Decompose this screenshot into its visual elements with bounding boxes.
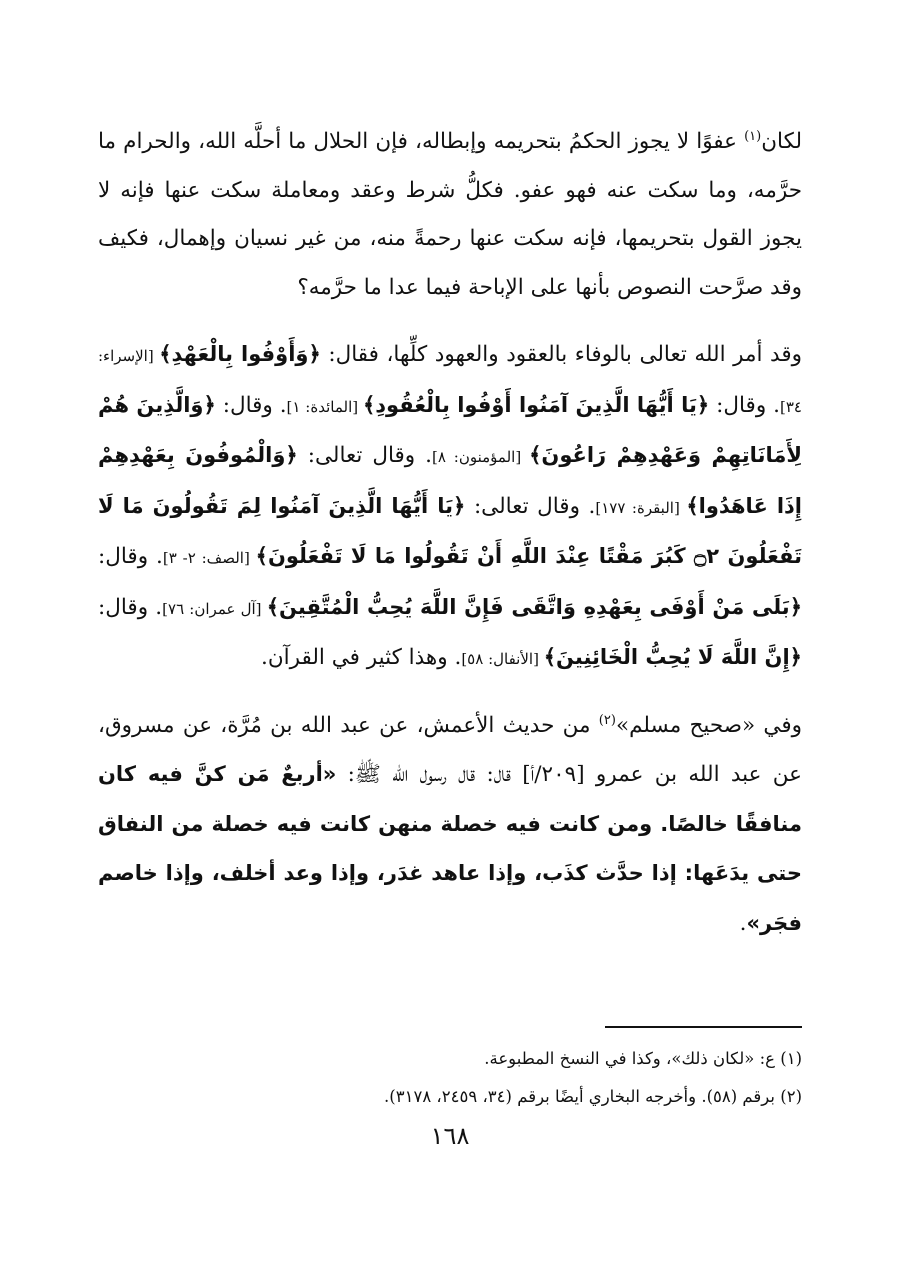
footnote-text: برقم (٥٨). وأخرجه البخاري أيضًا برقم (٣٤، ٢٤٥٩، ٣١٧٨).	[384, 1087, 781, 1106]
footnote-ref-1[interactable]: (١)	[744, 128, 762, 144]
text-segment: . وقال تعالى:	[465, 493, 596, 519]
verse-reference: [آل عمران: ٧٦]	[162, 599, 267, 618]
verse-reference: [المؤمنون: ٨]	[431, 448, 530, 466]
text-segment: وقد أمر الله تعالى بالوفاء بالعقود والعهود كلِّها، فقال:	[320, 342, 802, 367]
paragraph-3-end: .	[739, 910, 747, 936]
footnote-number: (١)	[780, 1049, 802, 1068]
quran-verse: ﴿إِنَّ اللَّهَ لَا يُحِبُّ الْخَائِنِينَ﴾	[543, 645, 802, 669]
text-segment: . وقال تعالى:	[297, 443, 432, 468]
text-segment: . وقال:	[98, 594, 163, 620]
text-segment: . وقال:	[709, 392, 780, 418]
footnote-ref-2[interactable]: (٢)	[598, 712, 616, 728]
footnote-1	[98, 1040, 802, 1078]
verse-reference: [الأنفال: ٥٨]	[461, 650, 544, 668]
quran-verse: ﴿بَلَى مَنْ أَوْفَى بِعَهْدِهِ وَاتَّقَى فَإِنَّ اللَّهَ يُحِبُّ الْمُتَّقِينَ﴾	[266, 594, 802, 619]
footnote-separator	[605, 1026, 802, 1028]
text-segment: . وهذا كثير في القرآن.	[261, 645, 462, 670]
quran-verse: ﴿يَا أَيُّهَا الَّذِينَ آمَنُوا أَوْفُوا بِالْعُقُودِ﴾	[362, 392, 710, 417]
paragraph-1	[98, 118, 802, 312]
footnote-2	[98, 1078, 802, 1116]
verse-reference: [البقرة: ١٧٧]	[595, 498, 687, 517]
quran-verse: ﴿يَا أَيُّهَا الَّذِينَ آمَنُوا لِمَ تَقُولُونَ مَا لَا تَفْعَلُونَ ۝٢ كَبُرَ مَقْتًا عِنْدَ اللَّهِ أَنْ تَقُولُوا مَا لَا تَفْعَلُونَ﴾	[98, 493, 803, 568]
main-text	[98, 118, 802, 948]
verse-reference: [الإسراء: ٣٤]	[98, 347, 802, 416]
paragraph-1-body: عفوًا لا يجوز الحكمُ بتحريمه وإبطاله، فإن الحلال ما أحلَّه الله، والحرام ما حرَّمه، وما سكت عنه فهو عفو. فكلُّ شرط وعقد ومعاملة سكت عنها فإنه لا يجوز القول بتحريمها، فإنه سكت عنها رحمةً منه، من غير نسيان وإهمال، فكيف وقد صرَّحت النصوص بأنها على الإباحة فيما عدا ما حرَّمه؟	[98, 129, 802, 300]
paragraph-2	[98, 330, 802, 684]
footnotes	[98, 1040, 802, 1116]
quran-verse: ﴿وَالْمُوفُونَ بِعَهْدِهِمْ إِذَا عَاهَدُوا﴾	[98, 443, 803, 518]
paragraph-3	[98, 702, 802, 949]
page-number: ١٦٨	[430, 1122, 470, 1150]
quran-verse: ﴿وَالَّذِينَ هُمْ لِأَمَانَاتِهِمْ وَعَهْدِهِمْ رَاعُونَ﴾	[98, 392, 802, 467]
text-segment: . وقال:	[215, 392, 287, 418]
footnote-number: (٢)	[780, 1087, 802, 1106]
verse-reference: [الصف: ٢- ٣]	[162, 549, 256, 567]
text-segment: . وقال:	[98, 544, 163, 569]
paragraph-3-body: من حديث الأعمش، عن عبد الله بن مُرَّة، عن مسروق، عن عبد الله بن عمرو [٢٠٩/أ] قال: قال رسول الله ﷺ:	[98, 712, 802, 787]
paragraph-3-start: وفي «صحيح مسلم»	[615, 712, 802, 738]
quran-verse: ﴿وَأَوْفُوا بِالْعَهْدِ﴾	[159, 342, 321, 366]
paragraph-1-start: لكان	[761, 129, 802, 154]
hadith-text: «أربعٌ مَن كنَّ فيه كان منافقًا خالصًا. ومن كانت فيه خصلة منهن كانت فيه خصلة من النفاق حتى يدَعَها: إذا حدَّث كذَب، وإذا عاهد غدَر، وإذا وعد أخلف، وإذا خاصم فجَر»	[98, 762, 802, 935]
verse-reference: [المائدة: ١]	[286, 397, 363, 416]
footnote-text: ع: «لكان ذلك»، وكذا في النسخ المطبوعة.	[484, 1049, 781, 1068]
